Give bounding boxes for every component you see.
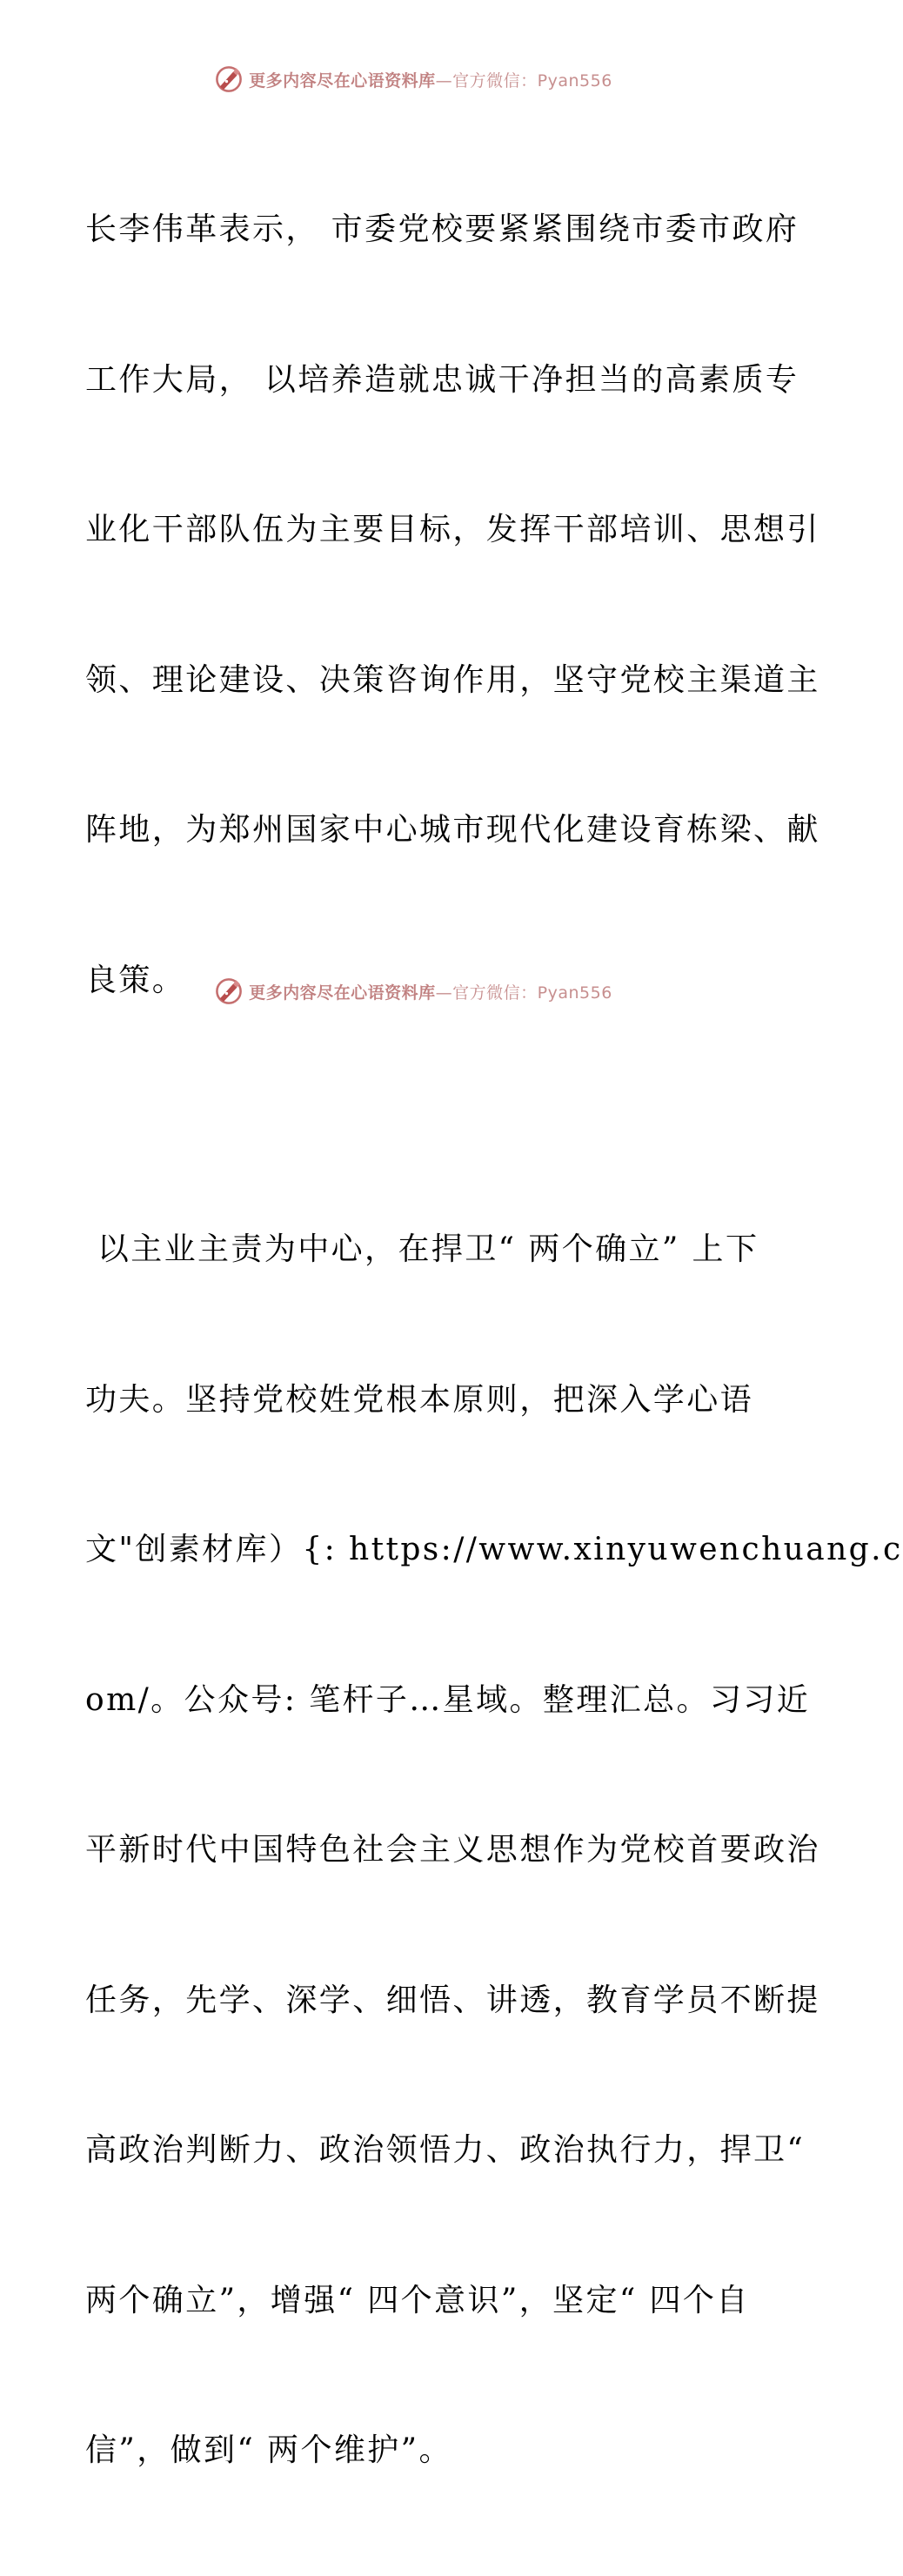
text-line: om/。公众号: 笔杆子…星域。整理汇总。习习近 xyxy=(85,1681,811,1718)
text-line: 业化干部队伍为主要目标，发挥干部培训、思想引 xyxy=(85,512,820,547)
text-line: 阵地，为郑州国家中心城市现代化建设育栋梁、献 xyxy=(85,812,820,848)
text-line: 领、理论建设、决策咨询作用，坚守党校主渠道主 xyxy=(85,661,820,698)
text-line: 任务，先学、深学、细悟、讲透，教育学员不断提 xyxy=(85,1982,820,2018)
paragraph-2 xyxy=(85,1124,903,2576)
watermark-text: 更多内容尽在心语资料库—官方微信：Pyan556 xyxy=(249,983,612,1003)
document-body xyxy=(85,104,903,2576)
text-line: 两个确立”，增强“ 四个意识”，坚定“ 四个自 xyxy=(85,2282,750,2318)
header-watermark xyxy=(0,62,826,97)
paragraph-1 xyxy=(85,104,820,1105)
text-line: 功夫。坚持党校姓党根本原则，把深入学心语 xyxy=(85,1381,754,1418)
pen-nib-circle-icon xyxy=(214,976,244,1006)
text-line: 文"创素材库）{: https://www.xinyuwenchuang.c xyxy=(85,1532,903,1567)
text-line: 良策。 xyxy=(85,962,186,998)
text-line: 长李伟革表示， 市委党校要紧紧围绕市委市政府 xyxy=(85,211,799,247)
text-line: 平新时代中国特色社会主义思想作为党校首要政治 xyxy=(85,1832,820,1868)
footer-watermark xyxy=(0,974,826,1009)
text-line: 工作大局， 以培养造就忠诚干净担当的高素质专 xyxy=(85,361,799,398)
pen-nib-circle-icon xyxy=(214,64,244,94)
text-line: 信”，做到“ 两个维护”。 xyxy=(85,2432,452,2468)
watermark-text: 更多内容尽在心语资料库—官方微信：Pyan556 xyxy=(249,70,612,91)
text-line: 高政治判断力、政治领悟力、政治执行力，捍卫“ xyxy=(85,2132,806,2168)
text-line: 以主业主责为中心，在捍卫“ 两个确立” 上下 xyxy=(85,1231,759,1267)
